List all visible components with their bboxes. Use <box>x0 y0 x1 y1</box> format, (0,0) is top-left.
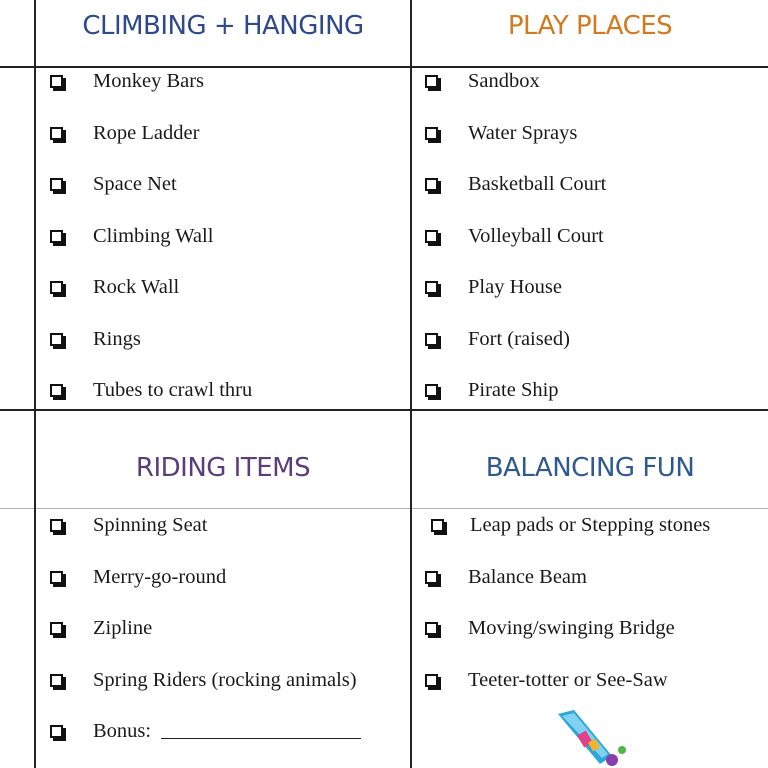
item-label: Moving/swinging Bridge <box>468 617 675 640</box>
item-label: Volleyball Court <box>468 224 604 247</box>
checkbox-icon[interactable] <box>425 281 438 294</box>
list-item <box>425 314 606 366</box>
grid-divider-left <box>34 0 36 768</box>
checkbox-icon[interactable] <box>50 178 63 191</box>
list-item <box>425 365 606 417</box>
checklist-riding <box>50 500 361 758</box>
item-label: Zipline <box>93 617 153 640</box>
checkbox-icon[interactable] <box>50 519 63 532</box>
checkbox-icon[interactable] <box>50 725 63 738</box>
item-label: Sandbox <box>468 70 540 93</box>
item-label: Pirate Ship <box>468 379 559 402</box>
list-item <box>425 262 606 314</box>
item-label: Merry-go-round <box>93 565 227 588</box>
bonus-label: Bonus: <box>93 720 152 743</box>
section-title-climbing: CLIMBING + HANGING <box>82 11 364 41</box>
list-item <box>50 56 252 108</box>
checkbox-icon[interactable] <box>425 127 438 140</box>
checkbox-icon[interactable] <box>50 674 63 687</box>
list-item <box>425 211 606 263</box>
playground-slide-icon <box>552 710 642 768</box>
list-item <box>425 56 606 108</box>
checkbox-icon[interactable] <box>425 622 438 635</box>
checkbox-icon[interactable] <box>50 127 63 140</box>
item-label: Leap pads or Stepping stones <box>470 514 711 537</box>
checkbox-icon[interactable] <box>50 333 63 346</box>
checkbox-icon[interactable] <box>50 75 63 88</box>
list-item <box>425 159 606 211</box>
checklist-balancing <box>425 500 710 706</box>
checklist-play-places <box>425 56 606 417</box>
list-item <box>431 500 710 552</box>
checkbox-icon[interactable] <box>425 674 438 687</box>
list-item <box>425 655 710 707</box>
list-item <box>50 262 252 314</box>
item-label: Water Sprays <box>468 121 578 144</box>
grid-divider-center <box>410 0 412 768</box>
list-item <box>425 552 710 604</box>
checkbox-icon[interactable] <box>425 384 438 397</box>
item-label: Rings <box>93 327 141 350</box>
list-item <box>425 603 710 655</box>
list-item <box>50 655 361 707</box>
item-label: Spring Riders (rocking animals) <box>93 668 357 691</box>
checklist-climbing <box>50 56 252 417</box>
section-title-riding: RIDING ITEMS <box>135 453 311 483</box>
item-label: Play House <box>468 276 562 299</box>
section-title-play-places: PLAY PLACES <box>507 11 673 41</box>
list-item <box>50 500 361 552</box>
list-item <box>50 365 252 417</box>
checkbox-icon[interactable] <box>425 75 438 88</box>
item-label: Rock Wall <box>93 276 180 299</box>
checkbox-icon[interactable] <box>425 571 438 584</box>
checkbox-icon[interactable] <box>50 230 63 243</box>
checkbox-icon[interactable] <box>425 230 438 243</box>
item-label: Spinning Seat <box>93 514 208 537</box>
checkbox-icon[interactable] <box>50 281 63 294</box>
item-label: Monkey Bars <box>93 70 205 93</box>
list-item <box>50 108 252 160</box>
list-item-bonus <box>50 706 361 758</box>
list-item <box>425 108 606 160</box>
item-label: Climbing Wall <box>93 224 214 247</box>
list-item <box>50 552 361 604</box>
checkbox-icon[interactable] <box>50 571 63 584</box>
checkbox-icon[interactable] <box>431 519 444 532</box>
bonus-blank-field[interactable] <box>161 724 361 739</box>
list-item <box>50 603 361 655</box>
item-label: Fort (raised) <box>468 327 570 350</box>
checkbox-icon[interactable] <box>50 622 63 635</box>
item-label: Teeter-totter or See-Saw <box>468 668 668 691</box>
list-item <box>50 314 252 366</box>
section-title-balancing: BALANCING FUN <box>485 453 695 483</box>
checkbox-icon[interactable] <box>425 333 438 346</box>
item-label: Basketball Court <box>468 173 607 196</box>
list-item <box>50 159 252 211</box>
list-item <box>50 211 252 263</box>
checkbox-icon[interactable] <box>50 384 63 397</box>
item-label: Rope Ladder <box>93 121 200 144</box>
item-label: Space Net <box>93 173 177 196</box>
item-label: Tubes to crawl thru <box>93 379 253 402</box>
checkbox-icon[interactable] <box>425 178 438 191</box>
item-label: Balance Beam <box>468 565 587 588</box>
